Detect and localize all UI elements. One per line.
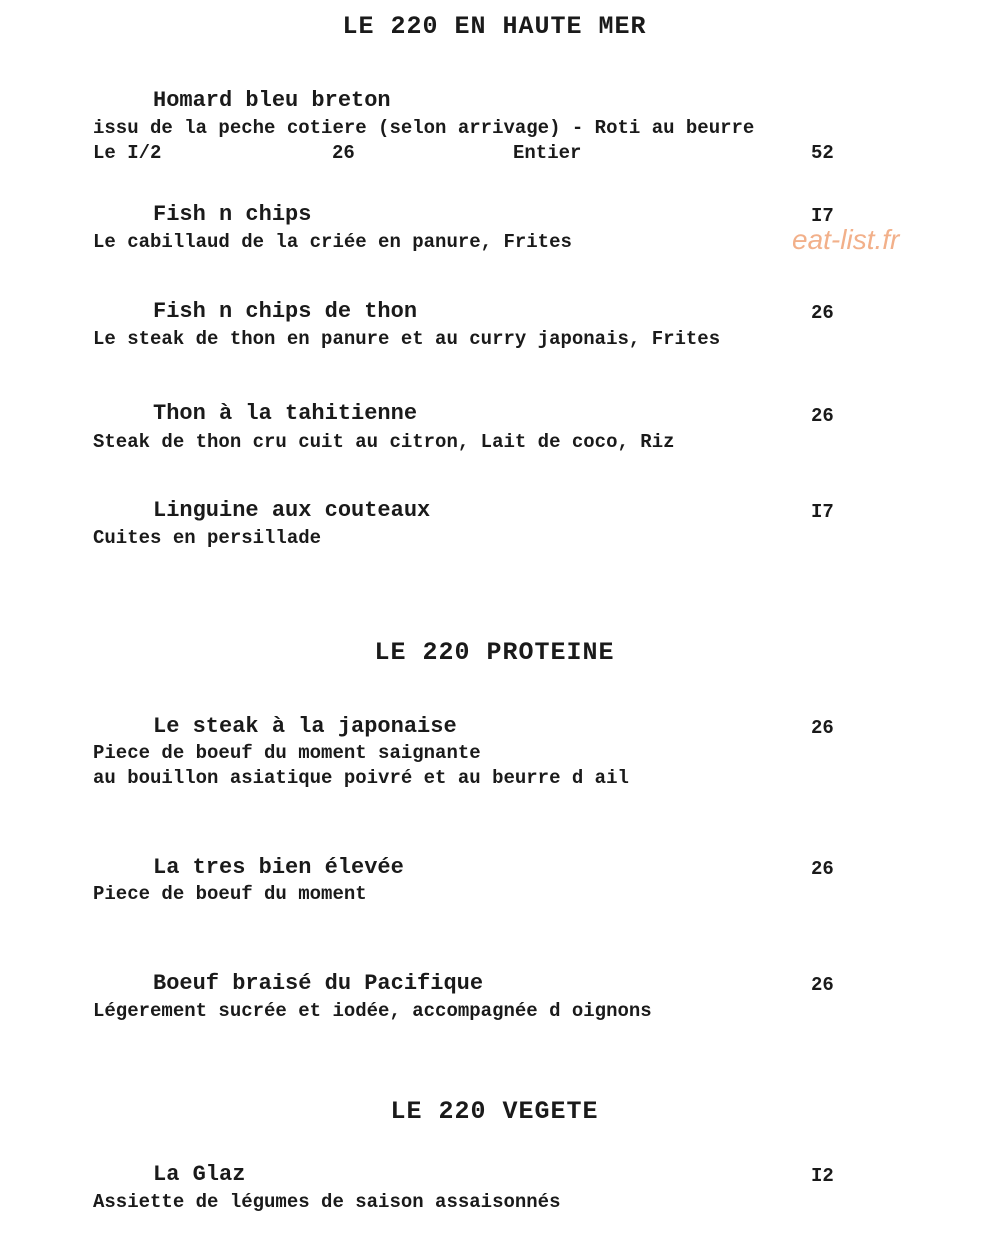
item-price-steak-japonaise: 26 [811,717,834,739]
item-price-fish-n-chips: I7 [811,205,834,227]
item-desc-thon-tahitienne: Steak de thon cru cuit au citron, Lait de coco, Riz [93,431,675,453]
item-price-thon-tahitienne: 26 [811,405,834,427]
half-portion-label: Le I/2 [93,142,162,164]
section-title-proteine: LE 220 PROTEINE [374,638,615,667]
item-desc-linguine: Cuites en persillade [93,527,322,549]
item-name-homard: Homard bleu breton [153,88,391,113]
item-name-fish-n-chips-thon: Fish n chips de thon [153,299,418,324]
item-desc-steak-japonaise-line2: au bouillon asiatique poivré et au beurre d ail [93,767,629,789]
item-desc-fish-n-chips: Le cabillaud de la criée en panure, Frites [93,231,572,253]
whole-portion-price: 52 [811,142,834,164]
item-desc-fish-n-chips-thon: Le steak de thon en panure et au curry japonais, Frites [93,328,721,350]
watermark: eat-list.fr [792,224,900,255]
item-price-la-glaz: I2 [811,1165,834,1187]
half-portion-price: 26 [332,142,355,164]
item-name-la-glaz: La Glaz [153,1162,246,1187]
item-name-fish-n-chips: Fish n chips [153,202,312,227]
item-name-tres-bien-elevee: La tres bien élevée [153,855,404,880]
item-name-linguine: Linguine aux couteaux [153,498,431,523]
item-desc-boeuf-braise: Légerement sucrée et iodée, accompagnée d oignons [93,1000,652,1022]
item-price-linguine: I7 [811,501,834,523]
whole-portion-label: Entier [513,142,582,164]
item-desc-steak-japonaise-line1: Piece de boeuf du moment saignante [93,742,481,764]
item-price-tres-bien-elevee: 26 [811,858,834,880]
item-desc-la-glaz: Assiette de légumes de saison assaisonnés [93,1191,561,1213]
item-name-steak-japonaise: Le steak à la japonaise [153,714,457,739]
item-name-thon-tahitienne: Thon à la tahitienne [153,401,418,426]
item-desc-homard: issu de la peche cotiere (selon arrivage) - Roti au beurre [93,117,755,139]
section-title-haute-mer: LE 220 EN HAUTE MER [342,12,647,41]
item-name-boeuf-braise: Boeuf braisé du Pacifique [153,971,484,996]
item-desc-tres-bien-elevee: Piece de boeuf du moment [93,883,367,905]
item-price-fish-n-chips-thon: 26 [811,302,834,324]
section-title-vegete: LE 220 VEGETE [390,1097,599,1126]
item-price-boeuf-braise: 26 [811,974,834,996]
